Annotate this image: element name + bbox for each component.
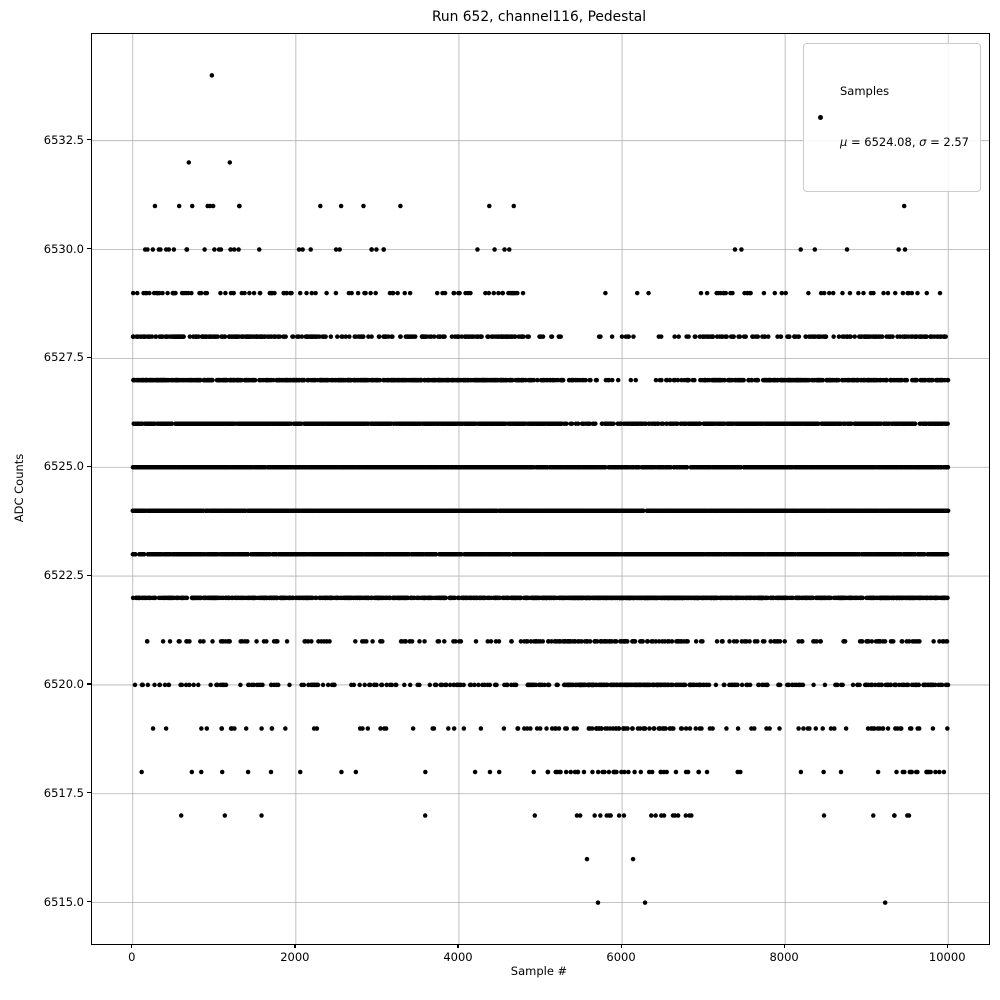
x-tick-mark (621, 944, 622, 948)
legend-lines (840, 49, 969, 185)
y-tick-label: 6530.0 (43, 241, 84, 256)
mu-value: = 6524.08, (847, 135, 920, 149)
y-axis-label: ADC Counts (12, 453, 26, 523)
x-tick-mark (947, 944, 948, 948)
y-tick-mark (87, 248, 91, 249)
y-tick-label: 6515.0 (43, 894, 84, 909)
legend-label: Samples (839, 84, 890, 98)
legend-stats (840, 134, 969, 151)
y-tick-mark (87, 466, 91, 467)
y-tick-mark (87, 792, 91, 793)
sigma-symbol: σ (919, 135, 927, 149)
x-tick-label: 10000 (928, 950, 966, 964)
y-tick-mark (87, 575, 91, 576)
x-tick-mark (294, 944, 295, 948)
y-tick-label: 6520.0 (43, 676, 84, 691)
y-tick-label: 6517.5 (43, 785, 84, 800)
x-tick-label: 2000 (280, 950, 310, 964)
x-tick-mark (457, 944, 458, 948)
x-tick-mark (784, 944, 785, 948)
sigma-value: = 2.57 (926, 135, 969, 149)
y-tick-mark (87, 139, 91, 140)
legend-marker-dot (818, 115, 823, 120)
x-tick-label: 8000 (769, 950, 799, 964)
x-tick-label: 6000 (606, 950, 636, 964)
x-tick-label: 0 (128, 950, 136, 964)
y-tick-mark (87, 357, 91, 358)
x-axis-label-text: Sample # (510, 964, 568, 978)
y-tick-mark (87, 901, 91, 902)
x-tick-label: 4000 (443, 950, 473, 964)
x-axis-label (0, 964, 1000, 978)
y-tick-label: 6532.5 (43, 132, 84, 147)
chart-title (0, 9, 1000, 25)
x-tick-mark (131, 944, 132, 948)
legend (803, 43, 981, 192)
mu-symbol: μ (839, 135, 848, 149)
y-tick-mark (87, 683, 91, 684)
plot-area (91, 33, 990, 945)
y-tick-label: 6522.5 (43, 568, 84, 583)
y-tick-label: 6525.0 (43, 459, 84, 474)
y-tick-label: 6527.5 (43, 350, 84, 365)
chart-title-text: Run 652, channel116, Pedestal (431, 9, 647, 25)
